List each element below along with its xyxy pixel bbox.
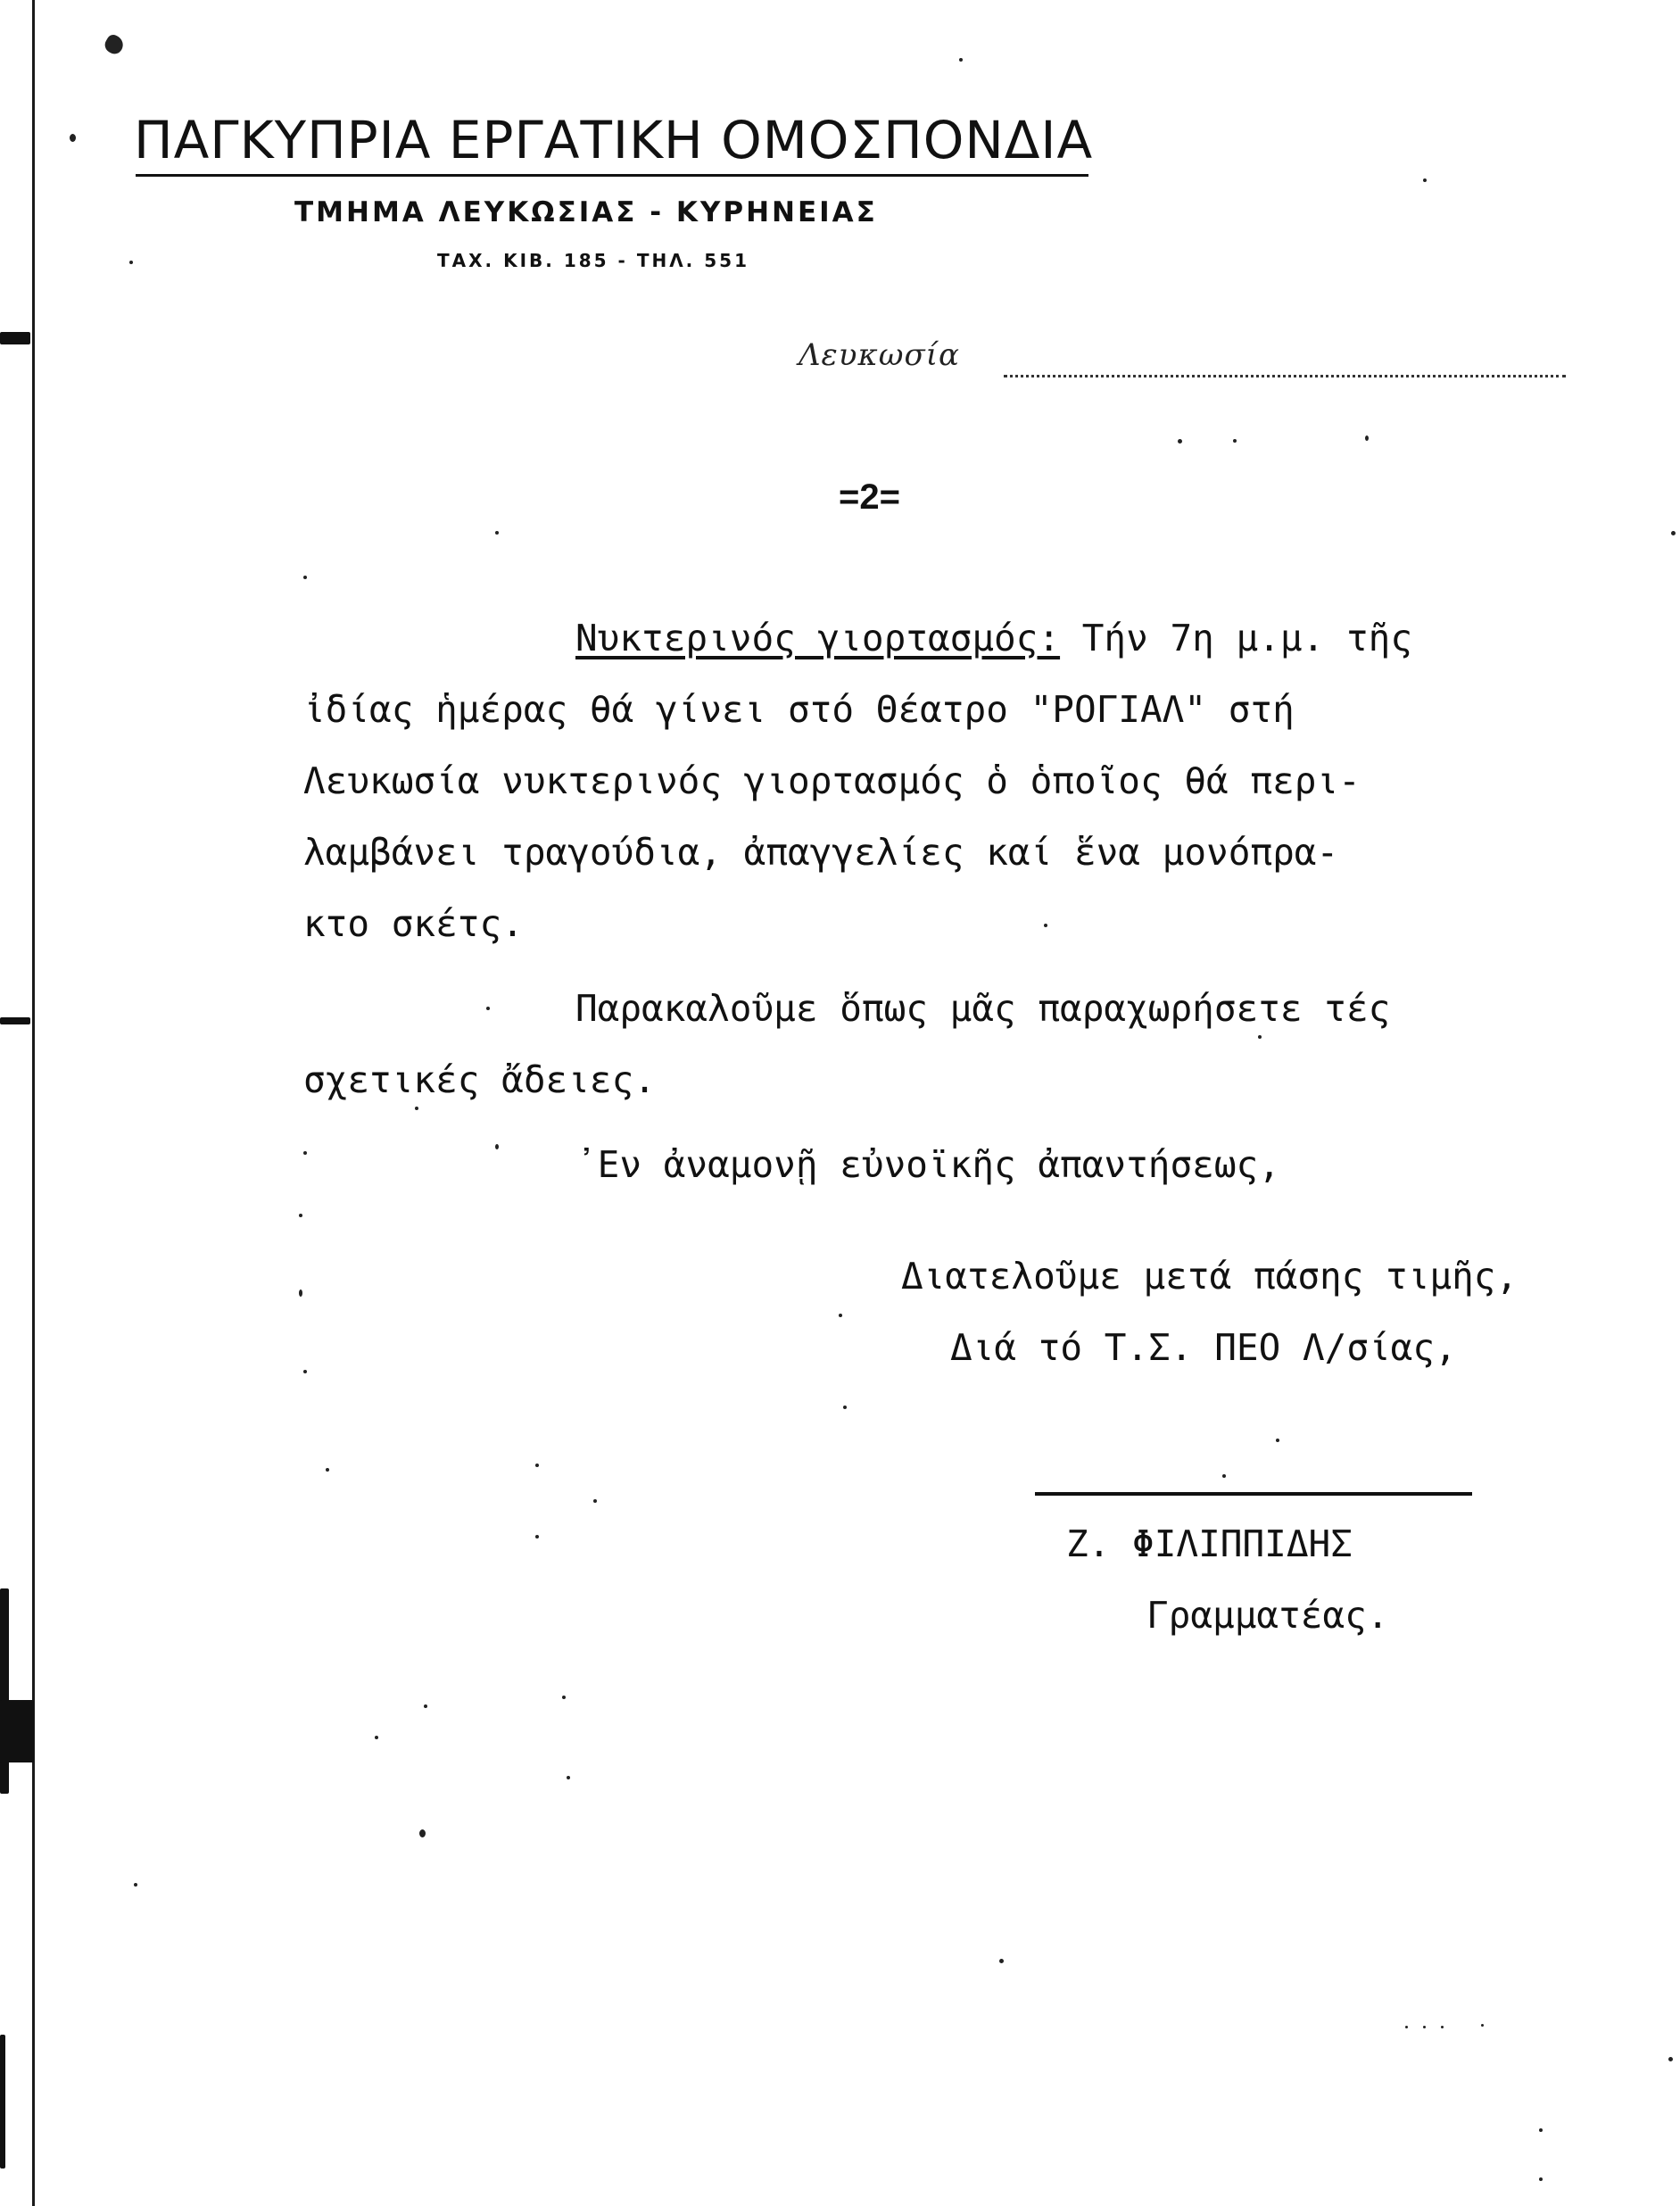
- paragraph-1-line-5: κτο σκέτς.: [303, 902, 524, 945]
- letterhead-rule: [136, 174, 1088, 177]
- ink-speck: [70, 134, 76, 142]
- ink-speck: [303, 576, 307, 579]
- paragraph-1-line-1: [575, 616, 1412, 660]
- ink-speck: [375, 1736, 378, 1739]
- ink-speck: [562, 1696, 566, 1699]
- ink-speck: [495, 531, 499, 535]
- ink-speck: [1258, 1035, 1262, 1039]
- signatory-name: Ζ. ΦΙΛΙΠΠΙΔΗΣ: [1066, 1522, 1353, 1565]
- signature-rule: [1035, 1492, 1472, 1496]
- ink-speck: [1222, 1474, 1226, 1478]
- signoff-line-2: Διά τό Τ.Σ. ΠΕΟ Λ/σίας,: [950, 1326, 1457, 1369]
- letterhead-branch: ΤΜΗΜΑ ΛΕΥΚΩΣΙΑΣ - ΚΥΡΗΝΕΙΑΣ: [294, 196, 878, 228]
- ink-speck: [593, 1499, 597, 1503]
- ink-speck: [999, 1959, 1004, 1963]
- signoff-line-1: Διατελοῦμε μετά πάσης τιμῆς,: [901, 1255, 1519, 1298]
- paragraph-2-line-2: σχετικές ἄδειες.: [303, 1058, 656, 1101]
- ink-speck: [1671, 531, 1676, 535]
- letterhead-organization: ΠΑΓΚΥΠΡΙΑ ΕΡΓΑΤΙΚΗ ΟΜΟΣΠΟΝΔΙΑ: [134, 110, 1094, 170]
- ink-speck: [1276, 1439, 1279, 1442]
- dotted-line: [1004, 375, 1566, 377]
- ink-speck: [1233, 439, 1237, 443]
- ink-speck: [134, 1883, 137, 1887]
- ink-speck: [1423, 178, 1427, 182]
- ink-speck: [843, 1406, 847, 1409]
- ink-speck: [303, 1370, 307, 1373]
- ink-speck: [303, 1151, 307, 1155]
- place-date-line: [799, 337, 1566, 382]
- ink-speck: [1178, 439, 1182, 444]
- place-name: Λευκωσία: [799, 337, 960, 373]
- ink-speck: [1044, 924, 1047, 927]
- ink-speck: [415, 1107, 418, 1110]
- ink-speck: [419, 1829, 426, 1837]
- edge-mark: [0, 1017, 30, 1024]
- ink-speck: [535, 1535, 539, 1538]
- ink-speck: [424, 1704, 427, 1708]
- ink-speck: [1668, 2057, 1673, 2061]
- edge-mark: [0, 1700, 34, 1762]
- edge-mark: [0, 332, 30, 344]
- subheading: Νυκτερινός γιορτασμός:: [575, 617, 1061, 659]
- ink-speck: [129, 261, 133, 264]
- ink-speck: [1539, 2128, 1543, 2132]
- paragraph-1-line-4: λαμβάνει τραγούδια, ἀπαγγελίες καί ἕνα μονόπρα-: [303, 831, 1339, 874]
- ink-speck: [495, 1144, 499, 1149]
- ink-speck: [1423, 2026, 1426, 2028]
- binding-edge-line: [32, 0, 35, 2206]
- edge-mark: [0, 2035, 5, 2169]
- edge-mark: [0, 1588, 9, 1794]
- signatory-title: Γραμματέας.: [1146, 1594, 1389, 1637]
- ink-speck: [1441, 2026, 1444, 2028]
- ink-speck: [567, 1776, 570, 1779]
- closing-line: ᾿Εν ἀναμονῇ εὐνοϊκῆς ἀπαντήσεως,: [575, 1143, 1280, 1186]
- paragraph-1-line-1-text: Τήν 7η μ.μ. τῆς: [1060, 617, 1413, 659]
- ink-speck: [486, 1007, 490, 1010]
- paragraph-1-line-2: ἰδίας ἡμέρας θά γίνει στό Θέατρο "ΡΟΓΙΑΛ" στή: [303, 688, 1295, 731]
- page-number: =2=: [839, 477, 900, 517]
- ink-speck: [1539, 2177, 1543, 2181]
- ink-speck: [299, 1214, 302, 1217]
- ink-speck: [299, 1290, 302, 1297]
- ink-speck: [1405, 2026, 1408, 2028]
- ink-speck: [1481, 2024, 1484, 2027]
- ink-speck: [959, 58, 963, 62]
- ink-speck: [326, 1468, 329, 1472]
- ink-speck: [102, 32, 126, 56]
- ink-speck: [535, 1464, 539, 1467]
- ink-speck: [839, 1314, 842, 1317]
- paragraph-1-line-3: Λευκωσία νυκτερινός γιορτασμός ὁ ὁποῖος θά περι-: [303, 759, 1361, 802]
- paragraph-2-line-1: Παρακαλοῦμε ὅπως μᾶς παραχωρήσετε τές: [575, 987, 1391, 1030]
- letterhead-contact: ΤΑΧ. ΚΙΒ. 185 - ΤΗΛ. 551: [437, 250, 749, 271]
- ink-speck: [1365, 435, 1369, 441]
